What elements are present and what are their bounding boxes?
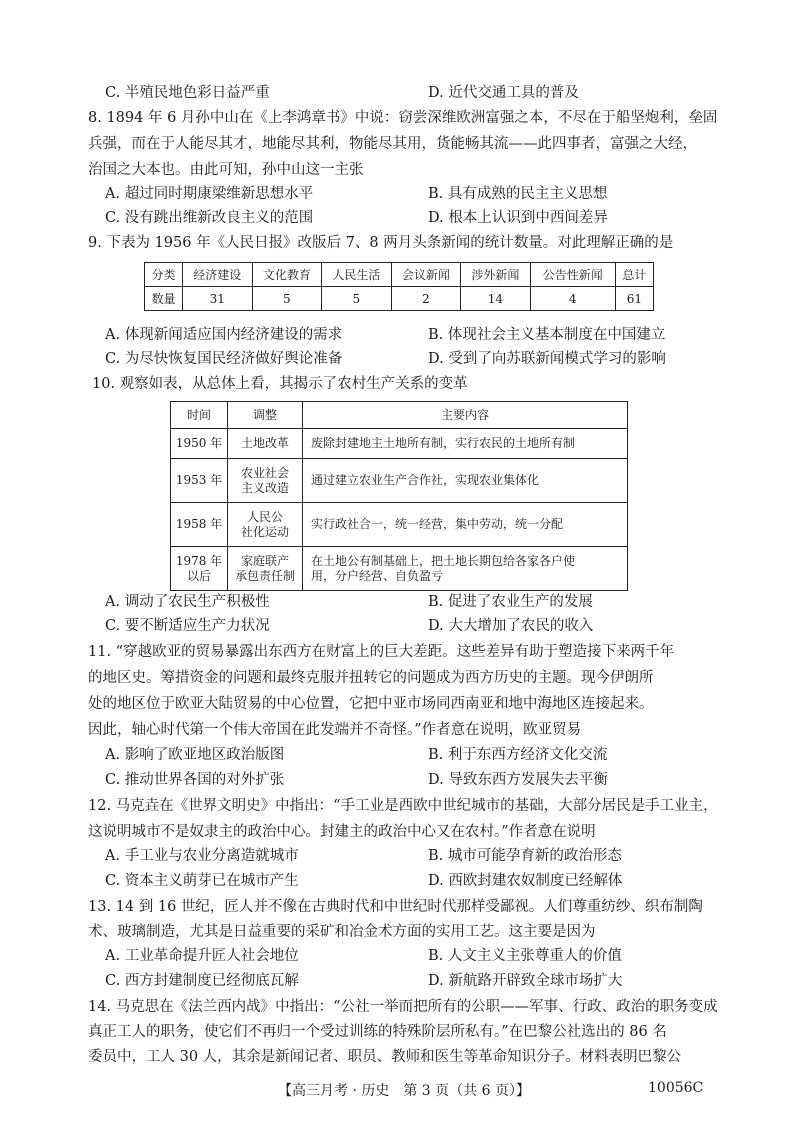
q9-option-c: C. 为尽快恢复国民经济做好舆论准备	[105, 351, 343, 367]
q11-option-b: B. 利于东西方经济文化交流	[428, 747, 608, 763]
q12-option-c: C. 资本主义萌芽已在城市产生	[105, 873, 299, 889]
table-cell: 公告性新闻	[530, 263, 615, 287]
table-cell: 61	[615, 287, 653, 311]
table-cell	[171, 547, 228, 591]
q7-option-d: D. 近代交通工具的普及	[428, 85, 579, 101]
table-cell	[228, 547, 303, 591]
table-header-row	[145, 263, 654, 287]
q13-option-d: D. 新航路开辟致全球市场扩大	[428, 973, 623, 989]
table-row	[171, 459, 628, 503]
table-cell: 土地改革	[228, 429, 303, 459]
q13-option-c: C. 西方封建制度已经彻底瓦解	[105, 973, 299, 989]
q12-option-d: D. 西欧封建农奴制度已经解体	[428, 873, 623, 889]
table-cell	[228, 503, 303, 547]
paper-code: 10056C	[648, 1080, 704, 1096]
table-row	[171, 429, 628, 459]
q11-stem-line-2: 的地区史。筹措资金的问题和最终克服并扭转它的问题成为西方历史的主题。现今伊朗所	[88, 670, 654, 686]
q9-stem: 9. 下表为 1956 年《人民日报》改版后 7、8 两月头条新闻的统计数量。对此理解正确的是	[88, 235, 674, 251]
table-cell: 主要内容	[303, 402, 628, 429]
table-cell: 31	[183, 287, 253, 311]
table-cell: 2	[391, 287, 461, 311]
page-footer: 【高三月考 · 历史 第 3 页（共 6 页）】	[278, 1083, 530, 1099]
table-cell: 人民生活	[322, 263, 392, 287]
table-cell: 调整	[228, 402, 303, 429]
q7-option-c: C. 半殖民地色彩日益严重	[105, 85, 270, 101]
cell-line: 农业社会	[240, 465, 289, 480]
table-cell: 分类	[145, 263, 183, 287]
q11-stem-line-1: 11. “穿越欧亚的贸易暴露出东西方在财富上的巨大差距。这些差异有助于塑造接下来两千年	[88, 644, 675, 660]
q9-news-table	[144, 262, 654, 311]
q8-option-c: C. 没有跳出维新改良主义的范围	[105, 210, 314, 226]
table-cell: 总计	[615, 263, 653, 287]
table-cell: 时间	[171, 402, 228, 429]
cell-line: 1978 年	[175, 553, 223, 568]
cell-line: 家庭联产	[240, 553, 289, 568]
table-cell: 14	[461, 287, 531, 311]
table-cell: 数量	[145, 287, 183, 311]
q12-stem-line-1: 12. 马克垚在《世界文明史》中指出：“手工业是西欧中世纪城市的基础，大部分居民是手工业主，	[88, 798, 718, 814]
q9-option-b: B. 体现社会主义基本制度在中国建立	[428, 327, 666, 343]
q8-option-a: A. 超过同时期康梁维新思想水平	[105, 186, 314, 202]
table-row	[171, 503, 628, 547]
q14-stem-line-3: 委员中，工人 30 人，其余是新闻记者、职员、教师和医生等革命知识分子。材料表明巴黎公	[88, 1049, 682, 1065]
cell-line: 以后	[186, 568, 211, 583]
table-cell: 1950 年	[171, 429, 228, 459]
q8-stem-line-1: 8. 1894 年 6 月孙中山在《上李鸿章书》中说：窃尝深维欧洲富强之本，不尽在于船坚炮利，垒固	[88, 110, 718, 126]
q11-option-a: A. 影响了欧亚地区政治版图	[105, 747, 285, 763]
table-cell: 涉外新闻	[461, 263, 531, 287]
table-cell: 会议新闻	[391, 263, 461, 287]
cell-line: 用，分户经营、自负盈亏	[311, 568, 444, 583]
cell-line: 主义改造	[240, 480, 289, 495]
q8-stem-line-3: 治国之大本也。由此可知，孙中山这一主张	[88, 162, 364, 178]
q13-option-a: A. 工业革命提升匠人社会地位	[105, 948, 299, 964]
q14-stem-line-1: 14. 马克思在《法兰西内战》中指出：“公社一举而把所有的公职——军事、行政、政治的职务变成	[88, 999, 718, 1015]
q11-stem-line-3: 处的地区位于欧亚大陆贸易的中心位置，它把中亚市场同西南亚和地中海地区连接起来。	[88, 696, 654, 712]
q11-stem-line-4: 因此，轴心时代第一个伟大帝国在此发端并不奇怪。”作者意在说明，欧亚贸易	[88, 722, 582, 738]
cell-line: 承包责任制	[234, 568, 295, 583]
q10-option-b: B. 促进了农业生产的发展	[428, 594, 593, 610]
table-cell	[303, 547, 628, 591]
cell-line: 社化运动	[240, 524, 289, 539]
table-cell	[228, 459, 303, 503]
q12-stem-line-2: 这说明城市不是奴隶主的政治中心。封建主的政治中心又在农村。”作者意在说明	[88, 824, 596, 840]
table-header-row	[171, 402, 628, 429]
table-cell: 1958 年	[171, 503, 228, 547]
table-cell: 经济建设	[183, 263, 253, 287]
table-cell: 1953 年	[171, 459, 228, 503]
q9-option-a: A. 体现新闻适应国内经济建设的需求	[105, 327, 343, 343]
cell-line: 在土地公有制基础上，把土地长期包给各家各户使	[311, 553, 576, 568]
q10-option-d: D. 大大增加了农民的收入	[428, 618, 594, 634]
q10-stem: 10. 观察如表，从总体上看，其揭示了农村生产关系的变革	[92, 376, 468, 392]
table-cell: 5	[322, 287, 392, 311]
table-row	[145, 287, 654, 311]
q12-option-b: B. 城市可能孕育新的政治形态	[428, 848, 622, 864]
q8-stem-line-2: 兵强，而在于人能尽其才，地能尽其利，物能尽其用，货能畅其流——此四事者，富强之大经，	[88, 136, 697, 152]
q13-option-b: B. 人文主义主张尊重人的价值	[428, 948, 622, 964]
table-row	[171, 547, 628, 591]
table-cell: 4	[530, 287, 615, 311]
table-cell: 5	[252, 287, 322, 311]
q8-option-b: B. 具有成熟的民主主义思想	[428, 186, 608, 202]
q12-option-a: A. 手工业与农业分离造就城市	[105, 848, 299, 864]
q13-stem-line-1: 13. 14 到 16 世纪，匠人并不像在古典时代和中世纪时代那样受鄙视。人们尊重纺纱、织布制陶	[88, 899, 703, 915]
table-cell: 实行政社合一，统一经营，集中劳动，统一分配	[303, 503, 628, 547]
table-cell: 通过建立农业生产合作社，实现农业集体化	[303, 459, 628, 503]
q10-option-a: A. 调动了农民生产积极性	[105, 594, 270, 610]
q10-reform-table	[170, 401, 628, 591]
cell-line: 人民公	[246, 509, 283, 524]
q13-stem-line-2: 术、玻璃制造，尤其是日益重要的采矿和冶金术方面的实用工艺。这主要是因为	[88, 924, 596, 940]
table-cell: 废除封建地主土地所有制，实行农民的土地所有制	[303, 429, 628, 459]
q9-option-d: D. 受到了向苏联新闻模式学习的影响	[428, 351, 666, 367]
q10-option-c: C. 要不断适应生产力状况	[105, 618, 270, 634]
table-cell: 文化教育	[252, 263, 322, 287]
q11-option-d: D. 导致东西方发展失去平衡	[428, 772, 608, 788]
q14-stem-line-2: 真正工人的职务，使它们不再归一个受过训练的特殊阶层所私有。”在巴黎公社选出的 86 名	[88, 1024, 667, 1040]
q8-option-d: D. 根本上认识到中西间差异	[428, 210, 608, 226]
q11-option-c: C. 推动世界各国的对外扩张	[105, 772, 285, 788]
